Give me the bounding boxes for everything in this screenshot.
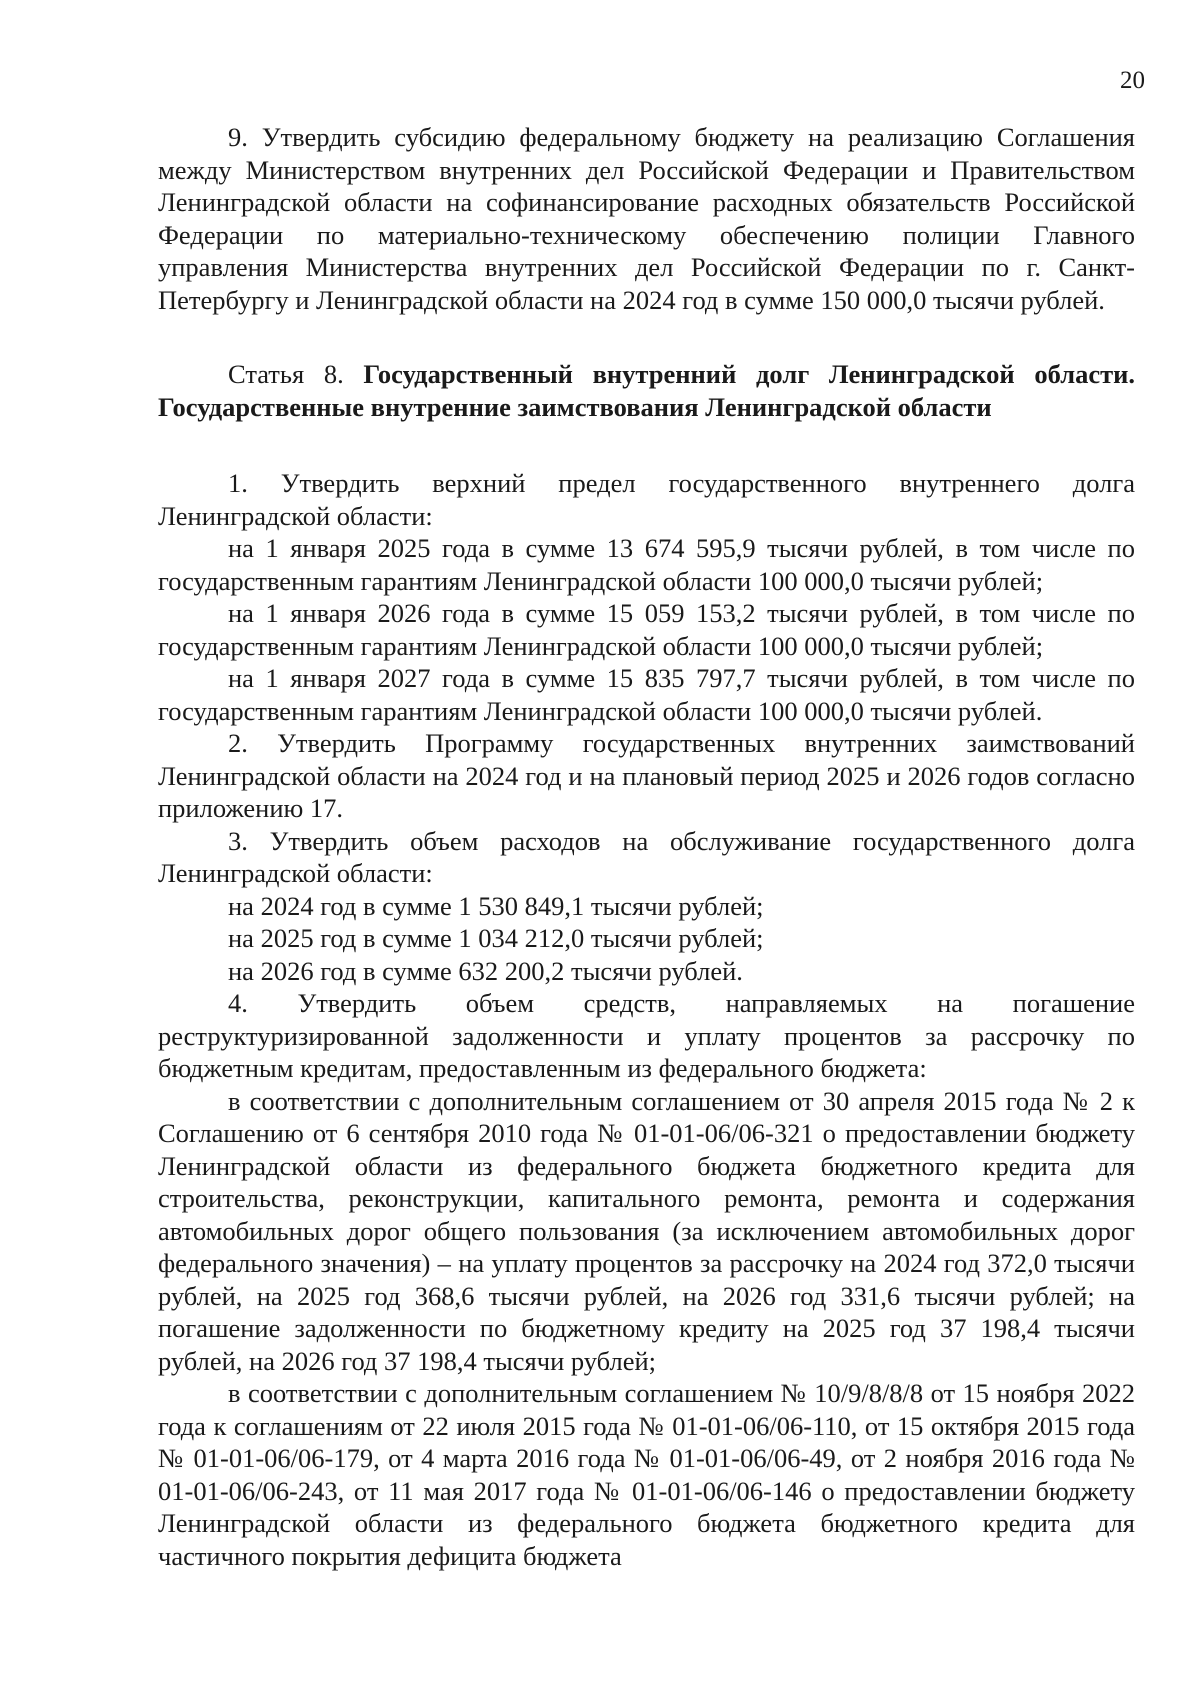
spacer — [158, 316, 1135, 358]
item-4-paragraph-2: в соответствии с дополнительным соглашением № 10/9/8/8/8 от 15 ноября 2022 года к соглашениям от 22 июля 2015 года № 01-01-06/06-110, от 15 октября 2015 года № 01-01-06/06-179, от 4 марта 2016 года № 01-01-06/06-49, от 2 ноября 2016 года № 01-01-06/06-243, от 11 мая 2017 года № 01-01-06/06-146 о предоставлении бюджету Ленинградской области из федерального бюджета бюджетного кредита для частичного покрытия дефицита бюджета — [158, 1378, 1135, 1571]
service-cost-2024: на 2024 год в сумме 1 530 849,1 тысячи рублей; — [228, 890, 764, 921]
spacer — [158, 423, 1135, 467]
item-4-paragraph-1: в соответствии с дополнительным соглашением от 30 апреля 2015 года № 2 к Соглашению от 6 сентября 2010 года № 01-01-06/06-321 о предоставлении бюджету Ленинградской области из федерального бюджета бюджетного кредита для строительства, реконструкции, капитального ремонта, ремонта и содержания автомобильных дорог общего пользования (за исключением автомобильных дорог федерального значения) – на уплату процентов за рассрочку на 2024 год 372,0 тысячи рублей, на 2025 год 368,6 тысячи рублей, на 2026 год 331,6 тысячи рублей; на погашение задолженности по бюджетному кредиту на 2025 год 37 198,4 тысячи рублей, на 2026 год 37 198,4 тысячи рублей; — [158, 1085, 1135, 1376]
item-4-intro: 4. Утвердить объем средств, направляемых на погашение реструктуризированной задолженности и уплату процентов за рассрочку по бюджетным кредитам, предоставленным из федерального бюджета: — [158, 988, 1135, 1083]
page-number: 20 — [1120, 67, 1145, 94]
debt-limit-2025: на 1 января 2025 года в сумме 13 674 595,9 тысячи рублей, в том числе по государственным гарантиям Ленинградской области 100 000,0 тысячи рублей; — [158, 533, 1135, 596]
item-1-intro: 1. Утвердить верхний предел государственного внутреннего долга Ленинградской области: — [158, 468, 1135, 531]
item-2: 2. Утвердить Программу государственных внутренних заимствований Ленинградской области на 2024 год и на плановый период 2025 и 2026 годов согласно приложению 17. — [158, 728, 1135, 823]
article-number: Статья 8. — [228, 359, 364, 389]
service-cost-2025: на 2025 год в сумме 1 034 212,0 тысячи рублей; — [228, 923, 764, 953]
document-body — [158, 121, 1135, 1572]
paragraph-9: 9. Утвердить субсидию федеральному бюджету на реализацию Соглашения между Министерством внутренних дел Российской Федерации и Правительством Ленинградской области на софинансирование расходных обязательств Российской Федерации по материально-техническому обеспечению полиции Главного управления Министерства внутренних дел Российской Федерации по г. Санкт-Петербургу и Ленинградской области на 2024 год в сумме 150 000,0 тысячи рублей. — [158, 122, 1135, 315]
article-heading — [158, 358, 1135, 423]
service-cost-2026: на 2026 год в сумме 632 200,2 тысячи рублей. — [228, 955, 743, 986]
item-3-intro: 3. Утвердить объем расходов на обслуживание государственного долга Ленинградской области: — [158, 825, 1135, 888]
debt-limit-2027: на 1 января 2027 года в сумме 15 835 797,7 тысячи рублей, в том числе по государственным гарантиям Ленинградской области 100 000,0 тысячи рублей. — [158, 663, 1135, 726]
article-title: Государственный внутренний долг Ленинградской области. Государственные внутренние заимствования Ленинградской области — [158, 359, 1135, 422]
debt-limit-2026: на 1 января 2026 года в сумме 15 059 153,2 тысячи рублей, в том числе по государственным гарантиям Ленинградской области 100 000,0 тысячи рублей; — [158, 598, 1135, 661]
